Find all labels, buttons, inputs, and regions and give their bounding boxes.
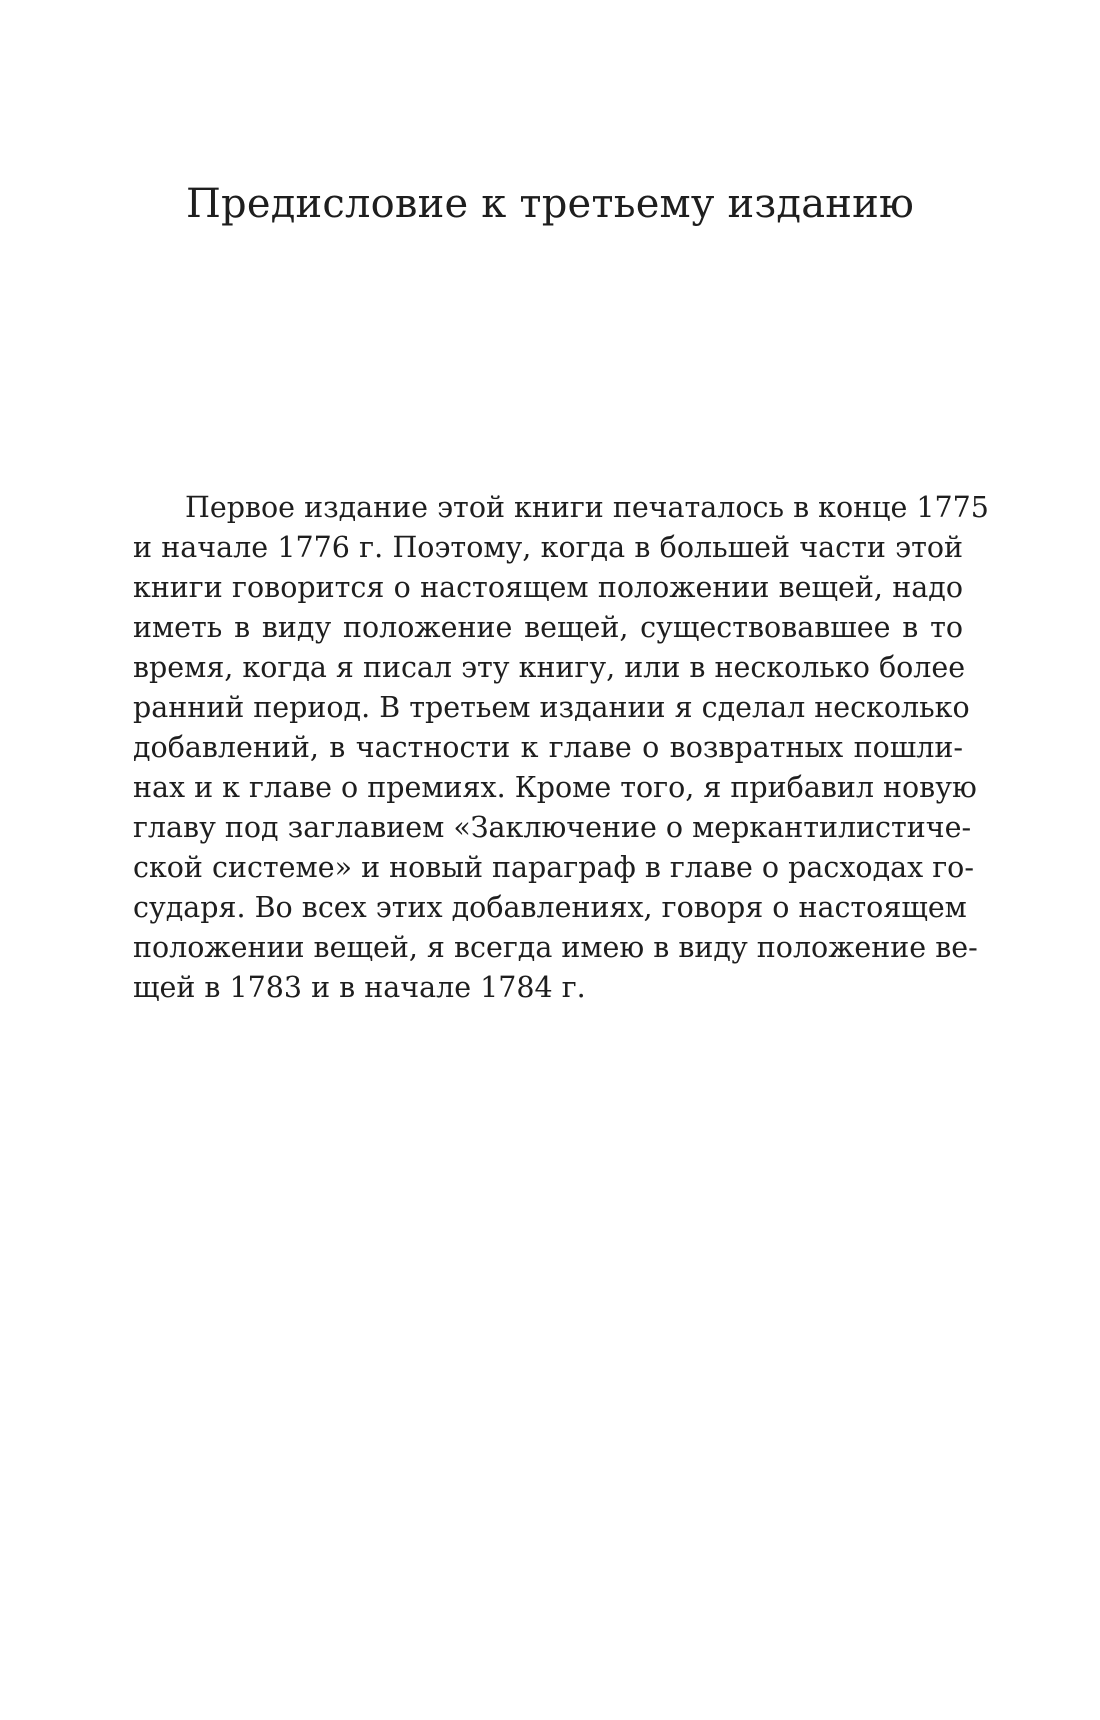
paragraph-line: ской системе» и новый параграф в главе о расходах го- [133, 851, 974, 884]
paragraph-line: щей в 1783 и в начале 1784 г. [133, 971, 586, 1004]
paragraph-line: главу под заглавием «Заключение о меркантилистиче- [133, 811, 972, 844]
paragraph-line: Первое издание этой книги печаталось в конце 1775 [185, 491, 989, 524]
page-title: Предисловие к третьему изданию [185, 181, 915, 227]
paragraph-line: книги говорится о настоящем положении вещей, надо [133, 571, 963, 604]
paragraph-line: положении вещей, я всегда имею в виду положение ве- [133, 931, 978, 964]
paragraph-line: иметь в виду положение вещей, существовавшее в то [133, 611, 963, 644]
paragraph-line: и начале 1776 г. Поэтому, когда в большей части этой [133, 531, 963, 564]
paragraph-line: время, когда я писал эту книгу, или в несколько более [133, 651, 966, 684]
preface-paragraph [133, 488, 989, 1008]
paragraph-line: сударя. Во всех этих добавлениях, говоря о настоящем [133, 891, 967, 924]
paragraph-line: нах и к главе о премиях. Кроме того, я прибавил новую [133, 771, 977, 804]
paragraph-line: ранний период. В третьем издании я сделал несколько [133, 691, 970, 724]
paragraph-line: добавлений, в частности к главе о возвратных пошли- [133, 731, 963, 764]
